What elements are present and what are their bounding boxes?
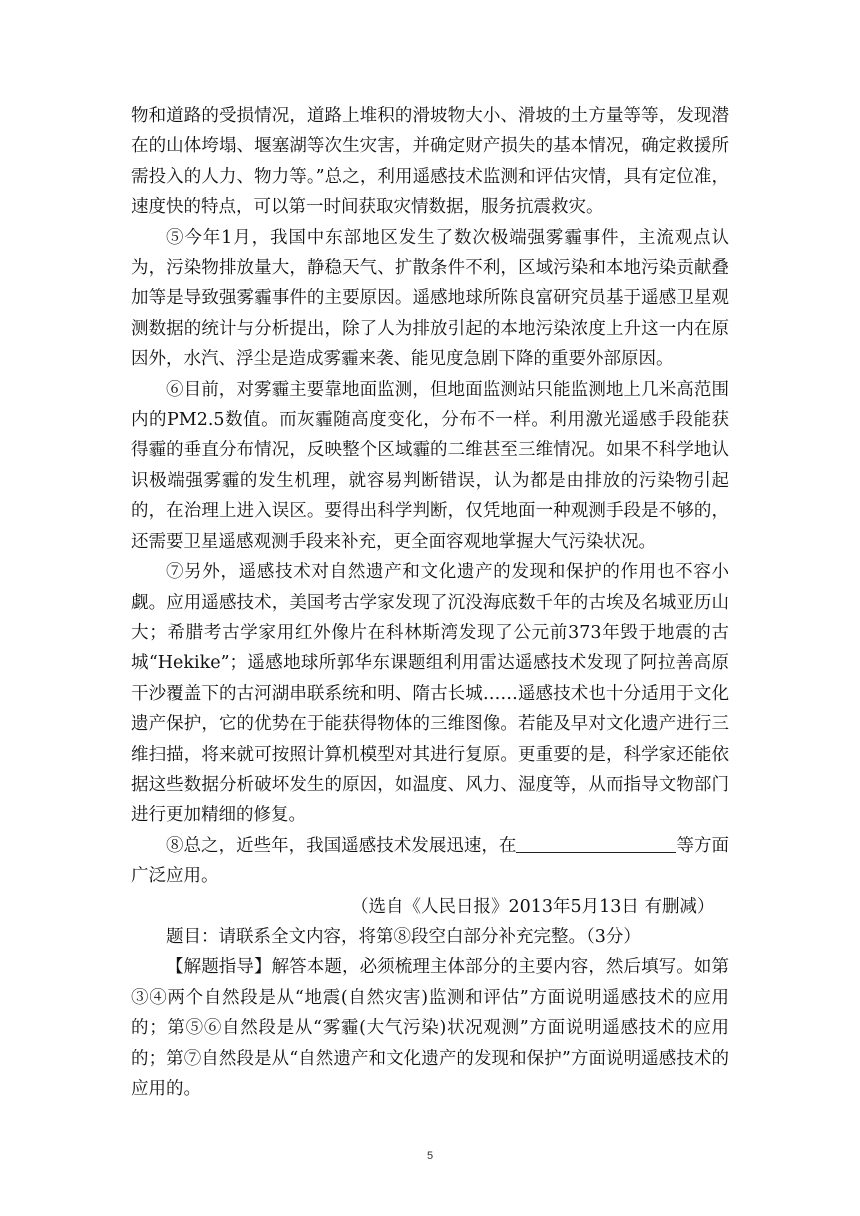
document-body xyxy=(131,101,729,1104)
question-text: 题目：请联系全文内容，将第⑧段空白部分补充完整。（3分） xyxy=(166,926,641,947)
paragraph-6: ⑥目前，对雾霾主要靠地面监测，但地面监测站只能监测地上几米高范围内的PM2.5数值。而灰霾随高度变化，分布不一样。利用激光遥感手段能获得霾的垂直分布情况，反映整个区域霾的二维甚至三维情况。如果不科学地认识极端强雾霾的发生机理，就容易判断错误，认为都是由排放的污染物引起的，在治理上进入误区。要得出科学判断，仅凭地面一种观测手段是不够的，还需要卫星遥感观测手段来补充，更全面容观地掌握大气污染状况。 xyxy=(131,379,729,552)
paragraph-8-text-after: 等方面广泛应用。 xyxy=(131,835,730,887)
fill-in-blank xyxy=(516,834,676,853)
paragraph-continuation: 物和道路的受损情况，道路上堆积的滑坡物大小、滑坡的土方量等等，发现潜在的山体垮塌、堰塞湖等次生灾害，并确定财产损失的基本情况，确定救援所需投入的人力、物力等。”总之，利用遥感技术监测和评估灾情，具有定位准，速度快的特点，可以第一时间获取灾情数据，服务抗震救灾。 xyxy=(131,106,729,218)
paragraph-7: ⑦另外，遥感技术对自然遗产和文化遗产的发现和保护的作用也不容小觑。应用遥感技术，美国考古学家发现了沉没海底数千年的古埃及名城亚历山大；希腊考古学家用红外像片在科林斯湾发现了公元前373年毁于地震的古城“Hekike”；遥感地球所郭华东课题组利用雷达遥感技术发现了阿拉善高原干沙覆盖下的古河湖串联系统和明、隋古长城……遥感技术也十分适用于文化遗产保护，它的优势在于能获得物体的三维图像。若能及早对文化遗产进行三维扫描，将来就可按照计算机模型对其进行复原。更重要的是，科学家还能依据这些数据分析破坏发生的原因，如温度、风力、湿度等，从而指导文物部门进行更加精细的修复。 xyxy=(131,562,729,826)
page-number: 5 xyxy=(426,1150,434,1162)
source-citation: （选自《人民日报》2013年5月13日 有删减） xyxy=(351,896,715,917)
paragraph-5: ⑤今年1月，我国中东部地区发生了数次极端强雾霾事件，主流观点认为，污染物排放量大，静稳天气、扩散条件不利，区域污染和本地污染贡献叠加等是导致强雾霾事件的主要原因。遥感地球所陈良富研究员基于遥感卫星观测数据的统计与分析提出，除了人为排放引起的本地污染浓度上升这一内在原因外，水汽、浮尘是造成雾霾来袭、能见度急剧下降的重要外部原因。 xyxy=(131,227,729,370)
paragraph-8-text-before: ⑧总之，近些年，我国遥感技术发展迅速，在 xyxy=(166,835,517,856)
solution-guidance: 【解题指导】解答本题，必须梳理主体部分的主要内容，然后填写。如第③④两个自然段是从“地震(自然灾害)监测和评估”方面说明遥感技术的应用的；第⑤⑥自然段是从“雾霾(大气污染)状况观测”方面说明遥感技术的应用的；第⑦自然段是从“自然遗产和文化遗产的发现和保护”方面说明遥感技术的应用的。 xyxy=(131,957,729,1099)
paragraph-8 xyxy=(131,831,729,892)
